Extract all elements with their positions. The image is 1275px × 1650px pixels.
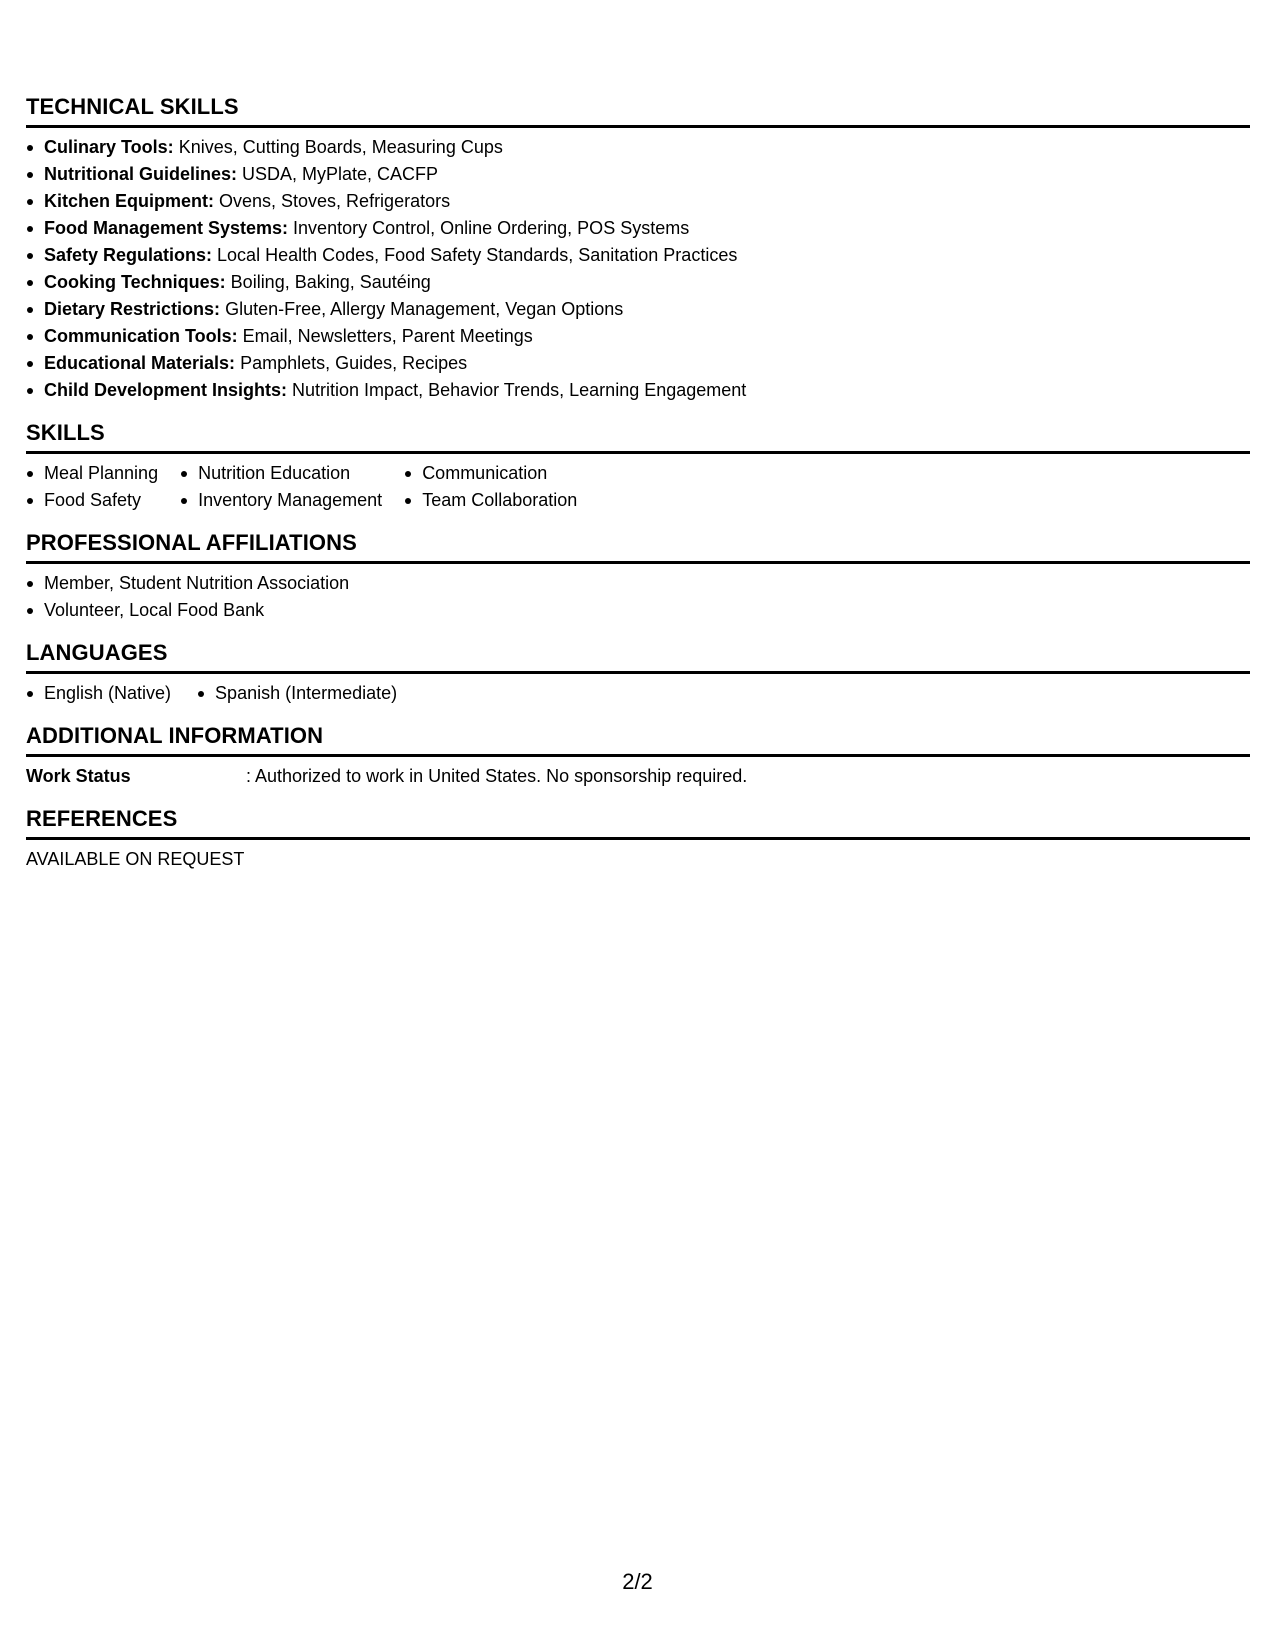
list-item <box>26 296 1250 323</box>
item-value: Boiling, Baking, Sautéing <box>225 272 431 292</box>
languages-section <box>26 638 1250 707</box>
item-value: Pamphlets, Guides, Recipes <box>235 353 468 373</box>
section-title-technical-skills: TECHNICAL SKILLS <box>26 92 1250 128</box>
list-item <box>26 323 1250 350</box>
list-item <box>26 134 1250 161</box>
affiliations-section <box>26 528 1250 624</box>
list-item: Spanish (Intermediate) <box>197 680 397 707</box>
work-status-label: Work Status <box>26 766 131 786</box>
skills-section <box>26 418 1250 514</box>
additional-info-section <box>26 721 1250 790</box>
section-title-references: REFERENCES <box>26 804 1250 840</box>
item-label: Food Management Systems: <box>44 218 289 238</box>
list-item: Communication <box>404 460 577 487</box>
references-section <box>26 804 1250 873</box>
skills-column <box>404 460 577 514</box>
skills-columns <box>26 460 1250 514</box>
item-label: Communication Tools: <box>44 326 238 346</box>
list-item: Nutrition Education <box>180 460 382 487</box>
languages-list <box>26 680 1250 707</box>
list-item: Inventory Management <box>180 487 382 514</box>
resume-page <box>26 92 1250 887</box>
item-label: Safety Regulations: <box>44 245 213 265</box>
page-number: 2/2 <box>622 1569 653 1594</box>
references-text: AVAILABLE ON REQUEST <box>26 849 245 869</box>
item-value: Nutrition Impact, Behavior Trends, Learning Engagement <box>287 380 747 400</box>
list-item: Food Safety <box>26 487 158 514</box>
item-value: Email, Newsletters, Parent Meetings <box>237 326 533 346</box>
item-label: Educational Materials: <box>44 353 236 373</box>
affiliations-list <box>26 570 1250 624</box>
work-status-value: : Authorized to work in United States. No sponsorship required. <box>246 766 748 786</box>
item-value: USDA, MyPlate, CACFP <box>237 164 439 184</box>
list-item <box>26 242 1250 269</box>
list-item: Team Collaboration <box>404 487 577 514</box>
section-title-affiliations: PROFESSIONAL AFFILIATIONS <box>26 528 1250 564</box>
item-label: Kitchen Equipment: <box>44 191 214 211</box>
work-status-row <box>26 763 1250 790</box>
list-item: Meal Planning <box>26 460 158 487</box>
item-value: Local Health Codes, Food Safety Standards, Sanitation Practices <box>212 245 738 265</box>
item-label: Child Development Insights: <box>44 380 288 400</box>
item-label: Dietary Restrictions: <box>44 299 221 319</box>
item-value: Gluten-Free, Allergy Management, Vegan Options <box>220 299 624 319</box>
section-title-skills: SKILLS <box>26 418 1250 454</box>
technical-skills-list <box>26 134 1250 404</box>
skills-column <box>180 460 382 514</box>
list-item <box>26 215 1250 242</box>
section-title-languages: LANGUAGES <box>26 638 1250 674</box>
list-item: English (Native) <box>26 680 171 707</box>
list-item <box>26 350 1250 377</box>
item-value: Knives, Cutting Boards, Measuring Cups <box>173 137 503 157</box>
technical-skills-section <box>26 92 1250 404</box>
skills-column <box>26 460 158 514</box>
item-label: Nutritional Guidelines: <box>44 164 238 184</box>
list-item <box>26 377 1250 404</box>
list-item: Member, Student Nutrition Association <box>26 570 1250 597</box>
item-label: Cooking Techniques: <box>44 272 226 292</box>
list-item <box>26 188 1250 215</box>
list-item <box>26 161 1250 188</box>
list-item <box>26 269 1250 296</box>
section-title-additional-info: ADDITIONAL INFORMATION <box>26 721 1250 757</box>
item-label: Culinary Tools: <box>44 137 174 157</box>
list-item: Volunteer, Local Food Bank <box>26 597 1250 624</box>
item-value: Ovens, Stoves, Refrigerators <box>214 191 451 211</box>
item-value: Inventory Control, Online Ordering, POS Systems <box>288 218 690 238</box>
